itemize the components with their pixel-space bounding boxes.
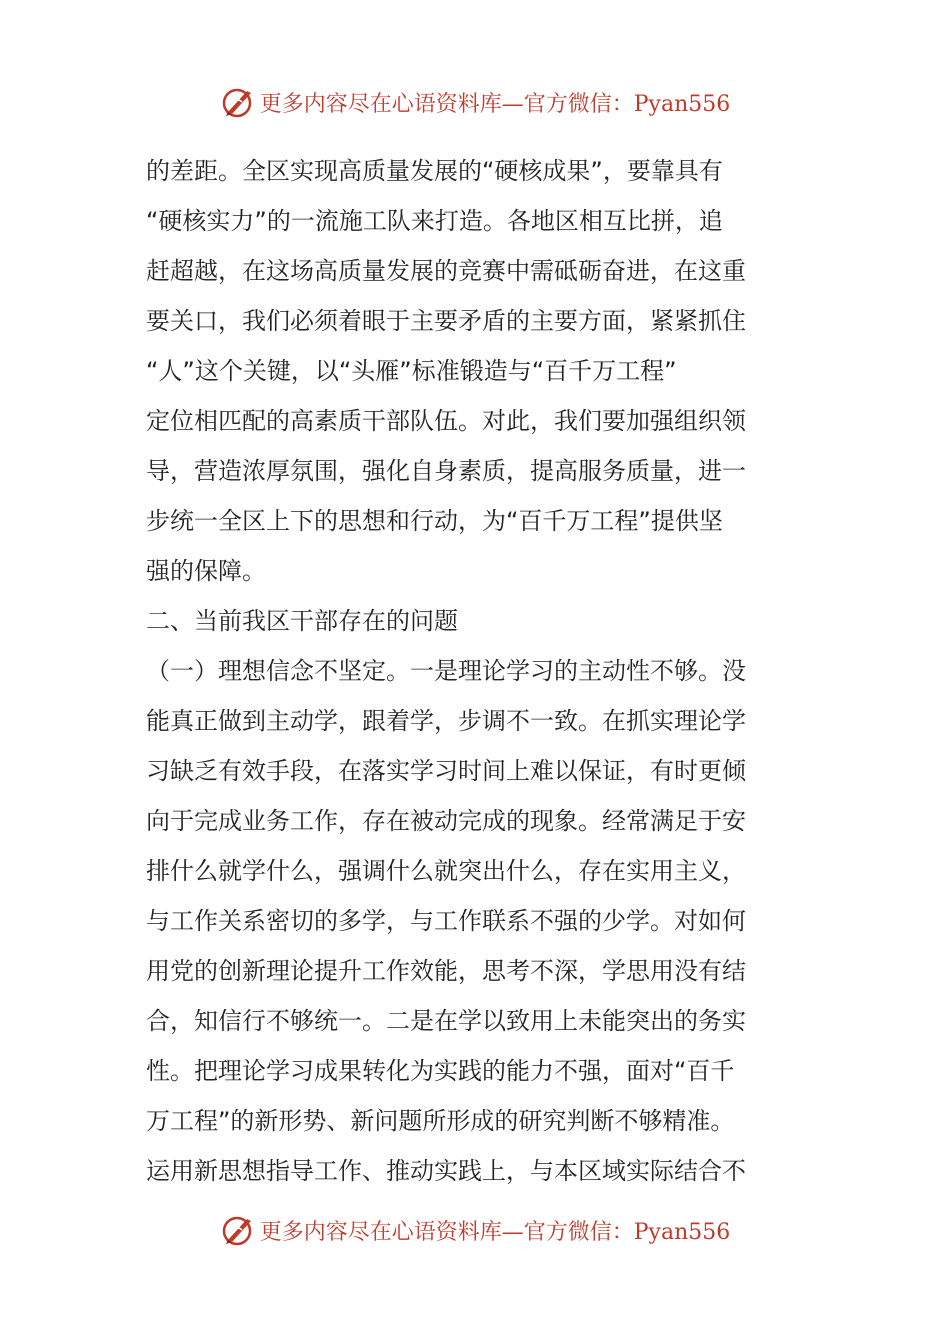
section-heading: 二、当前我区干部存在的问题 [146,607,458,635]
text-line: （一）理想信念不坚定。一是理论学习的主动性不够。没 [146,657,746,685]
document-body [146,146,806,1196]
header-watermark [0,80,950,124]
text-line: 向于完成业务工作，存在被动完成的现象。经常满足于安 [146,807,746,835]
footer-watermark-text: 更多内容尽在心语资料库—官方微信：Pyan556 [259,1219,731,1245]
text-line: 定位相匹配的高素质干部队伍。对此，我们要加强组织领 [146,407,746,435]
text-line: 合，知信行不够统一。二是在学以致用上未能突出的务实 [146,1007,746,1035]
text-line: 的差距。全区实现高质量发展的“硬核成果”，要靠具有 [146,157,723,185]
pen-logo-icon [220,84,256,120]
text-line: “硬核实力”的一流施工队来打造。各地区相互比拼，追 [146,207,723,235]
pen-logo-icon [220,1212,256,1248]
text-line: 导，营造浓厚氛围，强化自身素质，提高服务质量，进一 [146,457,746,485]
text-line: 赶超越，在这场高质量发展的竞赛中需砥砺奋进，在这重 [146,257,746,285]
text-line: “人”这个关键，以“头雁”标准锻造与“百千万工程” [146,357,677,385]
text-line: 用党的创新理论提升工作效能，思考不深，学思用没有结 [146,957,746,985]
header-watermark-text: 更多内容尽在心语资料库—官方微信：Pyan556 [259,91,731,117]
text-line: 运用新思想指导工作、推动实践上，与本区域实际结合不 [146,1157,746,1185]
text-line: 与工作关系密切的多学，与工作联系不强的少学。对如何 [146,907,746,935]
text-line: 要关口，我们必须着眼于主要矛盾的主要方面，紧紧抓住 [146,307,746,335]
text-line: 排什么就学什么，强调什么就突出什么，存在实用主义， [146,857,746,885]
text-line: 能真正做到主动学，跟着学，步调不一致。在抓实理论学 [146,707,746,735]
text-line: 强的保障。 [146,557,266,585]
text-line: 性。把理论学习成果转化为实践的能力不强，面对“百千 [146,1057,735,1085]
footer-watermark [0,1208,950,1252]
text-line: 万工程”的新形势、新问题所形成的研究判断不够精准。 [146,1107,735,1135]
text-line: 习缺乏有效手段，在落实学习时间上难以保证，有时更倾 [146,757,746,785]
text-line: 步统一全区上下的思想和行动，为“百千万工程”提供坚 [146,507,723,535]
